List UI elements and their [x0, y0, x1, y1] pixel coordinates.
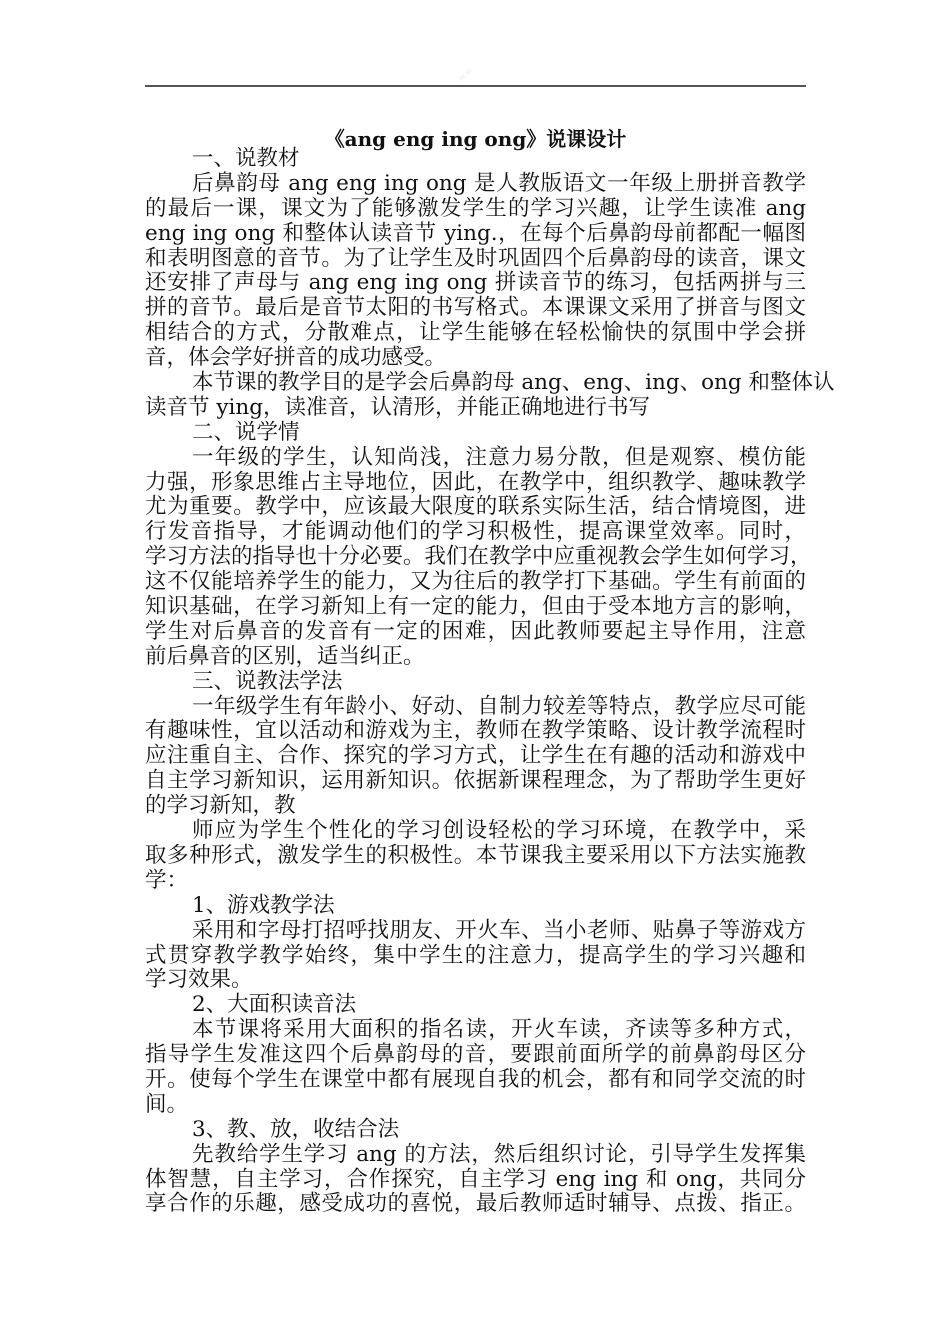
paragraph-line: 自主学习新知识，运用新知识。依据新课程理念，为了帮助学生更好: [145, 768, 806, 794]
paragraph-line: 指导学生发准这四个后鼻韵母的音，要跟前面所学的前鼻韵母区分: [145, 1042, 806, 1068]
paragraph-line: 学生对后鼻音的发音有一定的困难，因此教师要起主导作用，注意: [145, 618, 806, 644]
section-heading: 一、说教材: [192, 146, 300, 171]
document-title: 《ang eng ing ong》说课设计: [324, 127, 627, 151]
paragraph-line: 尤为重要。教学中，应该最大限度的联系实际生活，结合情境图，进: [145, 494, 806, 520]
section-heading: 二、说学情: [192, 419, 300, 445]
section-heading: 1、游戏教学法: [192, 892, 335, 918]
paragraph-line: 取多种形式，激发学生的积极性。本节课我主要采用以下方法实施教: [145, 842, 806, 868]
paragraph-line: 拼的音节。最后是音节太阳的书写格式。本课课文采用了拼音与图文: [145, 295, 806, 321]
paragraph-line: 前后鼻音的区别，适当纠正。: [145, 643, 425, 669]
paragraph-line: 先教给学生学习 ang 的方法，然后组织讨论，引导学生发挥集: [192, 1141, 806, 1167]
paragraph-line: 式贯穿教学教学始终，集中学生的注意力，提高学生的学习兴趣和: [145, 942, 806, 968]
paragraph-line: eng ing ong 和整体认读音节 ying.，在每个后鼻韵母前都配一幅图: [145, 220, 806, 246]
paragraph-line: 学习效果。: [145, 967, 253, 993]
paragraph-line: 后鼻韵母 ang eng ing ong 是人教版语文一年级上册拼音教学: [192, 170, 806, 196]
section-heading: 3、教、放，收结合法: [192, 1116, 400, 1142]
paragraph-line: 一年级学生有年龄小、好动、自制力较差等特点，教学应尽可能: [192, 693, 806, 719]
paragraph-line: 学习方法的指导也十分必要。我们在教学中应重视教会学生如何学习，: [145, 544, 812, 570]
paragraph-line: 本节课的教学目的是学会后鼻韵母 ang、eng、ing、ong 和整体认: [192, 370, 835, 396]
paragraph-line: 读音节 ying，读准音，认清形，并能正确地进行书写: [145, 394, 650, 420]
paragraph-line: 享合作的乐趣，感受成功的喜悦，最后教师适时辅导、点拨、指正。: [145, 1191, 806, 1217]
paragraph-line: 的最后一课，课文为了能够激发学生的学习兴趣，让学生读准 ang: [145, 195, 806, 221]
paragraph-line: 和表明图意的音节。为了让学生及时巩固四个后鼻韵母的读音，课文: [145, 245, 806, 271]
paragraph-line: 知识基础，在学习新知上有一定的能力，但由于受本地方言的影响，: [145, 594, 806, 620]
paragraph-line: 还安排了声母与 ang eng ing ong 拼读音节的练习，包括两拼与三: [145, 270, 806, 296]
paragraph-line: 一年级的学生，认知尚浅，注意力易分散，但是观察、模仿能: [192, 444, 806, 470]
paragraph-line: 这不仅能培养学生的能力，又为往后的教学打下基础。学生有前面的: [145, 569, 806, 595]
document-body: [145, 146, 835, 1217]
paragraph-line: 本节课将采用大面积的指名读，开火车读，齐读等多种方式，: [192, 1017, 806, 1043]
paragraph-line: 学：: [145, 867, 189, 893]
paragraph-line: 开。使每个学生在课堂中都有展现自我的机会，都有和同学交流的时: [145, 1066, 806, 1092]
paragraph-line: 师应为学生个性化的学习创设轻松的学习环境，在教学中，采: [192, 818, 806, 844]
section-heading: 2、大面积读音法: [192, 992, 357, 1018]
paragraph-line: 应注重自主、合作、探究的学习方式，让学生在有趣的活动和游戏中: [145, 743, 806, 769]
paragraph-line: 力强，形象思维占主导地位，因此，在教学中，组织教学、趣味教学: [145, 469, 806, 495]
paragraph-line: 体智慧，自主学习，合作探究，自主学习 eng ing 和 ong，共同分: [145, 1166, 806, 1192]
paragraph-line: 有趣味性，宜以活动和游戏为主，教师在教学策略、设计教学流程时: [145, 718, 806, 744]
paragraph-line: 的学习新知，教: [145, 793, 296, 819]
paragraph-line: 间。: [145, 1091, 189, 1117]
paragraph-line: 音，体会学好拼音的成功感受。: [145, 345, 447, 371]
paragraph-line: 采用和字母打招呼找朋友、开火车、当小老师、贴鼻子等游戏方: [192, 917, 806, 943]
watermark-icon: ≈≈: [455, 65, 476, 85]
section-heading: 三、说教法学法: [192, 668, 343, 694]
paragraph-line: 行发音指导，才能调动他们的学习积极性，提高课堂效率。同时，: [145, 519, 806, 545]
paragraph-line: 相结合的方式，分散难点，让学生能够在轻松愉快的氛围中学会拼: [145, 320, 806, 346]
